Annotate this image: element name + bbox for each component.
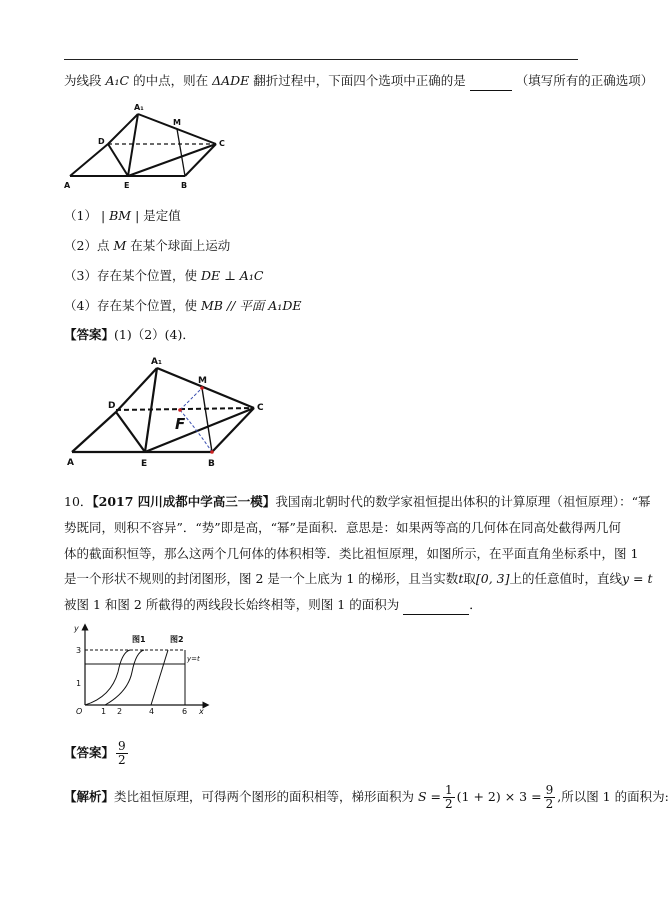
label-a: A (64, 181, 71, 190)
answer-line-1 (64, 326, 195, 344)
x-tick-6: 6 (182, 707, 188, 716)
y-tick-3: 3 (76, 646, 82, 655)
option-num: （4） (64, 298, 97, 313)
option-text: 在某个球面上运动 (130, 238, 231, 253)
q10-line-4 (64, 570, 653, 588)
answer-label: 【答案】 (64, 327, 115, 342)
text-seg: 翻折过程中，下面四个选项中正确的是 (253, 73, 466, 88)
option-math: | BM | (100, 208, 140, 223)
fraction-half (443, 784, 455, 811)
answer-value: (1)（2）(4)． (114, 327, 195, 342)
label-m: M (198, 376, 207, 386)
point-b (210, 450, 214, 454)
edge-a1c (157, 368, 254, 408)
shape2-label: 图2 (170, 635, 184, 644)
q10-text: 取 (463, 571, 476, 586)
math-a1c: A₁C (105, 73, 130, 88)
shape1-right-curve (105, 650, 144, 705)
option-pre: 点 (96, 238, 110, 253)
label-c: C (219, 139, 225, 148)
shape1-label: 图1 (132, 635, 146, 644)
edge-ad (70, 144, 108, 176)
denominator: 2 (118, 753, 126, 767)
answer-blank (403, 596, 469, 615)
text-seg: 的中点，则在 (133, 73, 209, 88)
label-e: E (141, 459, 148, 469)
label-a1: A₁ (134, 103, 144, 112)
x-tick-1: 1 (101, 707, 107, 716)
label-f: F (175, 415, 186, 433)
q10-line-1 (64, 493, 650, 511)
math-interval: [0, 3] (475, 571, 510, 586)
answer-label: 【答案】 (64, 745, 115, 760)
label-c: C (257, 403, 264, 413)
edge-ec (128, 144, 216, 176)
origin-label: O (76, 707, 83, 716)
option-text: 存在某个位置，使 (96, 298, 197, 313)
option-num: （3） (64, 268, 97, 283)
analysis-line (64, 780, 669, 814)
formula-s: S = (418, 789, 442, 804)
analysis-text: ,所以图 1 的面积为: (557, 789, 669, 804)
shape1-left-curve (85, 650, 130, 705)
q10-number: 10． (64, 494, 93, 509)
math-t: t (458, 571, 464, 586)
edge-mb (177, 129, 185, 176)
option-math: MB // 平面 A₁DE (200, 298, 302, 313)
label-a1: A₁ (151, 357, 162, 367)
q10-text: 我国南北朝时代的数学家祖恒提出体积的计算原理（祖恒原理）：“幂 (275, 494, 651, 509)
edge-dc-dashed (116, 408, 254, 410)
q10-text: 被图 1 和图 2 所截得的两线段长始终相等，则图 1 的面积为 (64, 597, 400, 612)
option-math: M (113, 238, 127, 253)
y-tick-1: 1 (76, 679, 82, 688)
option-3 (64, 267, 263, 285)
q10-line-5: 被图 1 和图 2 所截得的两线段长始终相等，则图 1 的面积为 ． (64, 596, 482, 615)
label-d: D (108, 401, 116, 411)
q10-text: 势既同，则积不容异”．“势”即是高，“幂”是面积．意思是：如果两等高的几何体在同高处截得两几何 (64, 520, 621, 535)
fraction-result (544, 784, 556, 811)
curve-fm (180, 388, 202, 410)
option-2 (64, 237, 230, 255)
option-text: 存在某个位置，使 (96, 268, 197, 283)
edge-bc (212, 408, 254, 452)
label-a: A (67, 458, 74, 468)
numerator: 9 (118, 739, 126, 753)
text-seg: （填写所有的正确选项） (515, 73, 654, 88)
line-label: y=t (187, 655, 200, 663)
numerator: 1 (445, 783, 453, 797)
x-axis-label: x (199, 707, 204, 716)
edge-mb (202, 388, 212, 452)
label-e: E (124, 181, 130, 190)
label-d: D (98, 137, 105, 146)
answer-blank (470, 72, 512, 91)
numerator: 9 (545, 783, 554, 797)
math-triangle-ade: ΔADE (212, 73, 250, 88)
label-b: B (208, 459, 215, 469)
problem-intro-line (64, 72, 653, 91)
option-text: 是定值 (143, 208, 181, 223)
figure-fold-1 (60, 100, 230, 192)
answer-line-2 (64, 736, 130, 770)
q10-source: 【2017 四川成都中学高三一模】 (92, 494, 276, 509)
x-tick-2: 2 (117, 707, 123, 716)
q10-line-2 (64, 519, 621, 537)
figure-fold-2 (62, 355, 272, 475)
x-tick-4: 4 (149, 707, 155, 716)
point-m (200, 386, 204, 390)
option-num: （2） (64, 238, 97, 253)
header-rule (64, 59, 578, 60)
label-b: B (181, 181, 188, 190)
q10-line-3 (64, 545, 638, 563)
edge-ad (72, 412, 116, 452)
trapezoid-left (151, 650, 168, 705)
analysis-label: 【解析】 (64, 789, 115, 804)
label-m: M (173, 118, 181, 127)
analysis-text: 类比祖恒原理，可得两个图形的面积相等，梯形面积为 (114, 789, 415, 804)
q10-text: 体的截面积恒等，那么这两个几何体的体积相等．类比祖恒原理，如图所示，在平面直角坐标系中，图 1 (64, 546, 639, 561)
option-1 (64, 207, 181, 225)
point-f (178, 408, 182, 412)
formula-mid: (1 + 2) × 3 = (456, 789, 542, 804)
option-num: （1） (64, 208, 97, 223)
figure-zu-geng (66, 622, 216, 714)
q10-text: 是一个形状不规则的封闭图形，图 2 是一个上底为 1 的梯形，且当实数 (64, 571, 459, 586)
edge-de (116, 412, 145, 452)
edge-ec (145, 408, 254, 452)
denominator: 2 (445, 797, 453, 811)
option-4 (64, 297, 301, 315)
edge-de (108, 144, 128, 176)
q10-text: 上的任意值时，直线 (509, 571, 622, 586)
option-math: DE ⊥ A₁C (200, 268, 264, 283)
y-axis-label: y (74, 624, 79, 633)
answer-fraction (116, 740, 128, 767)
math-y-eq-t: y = t (621, 571, 653, 586)
denominator: 2 (545, 797, 554, 811)
text-seg: 为线段 (64, 73, 102, 88)
